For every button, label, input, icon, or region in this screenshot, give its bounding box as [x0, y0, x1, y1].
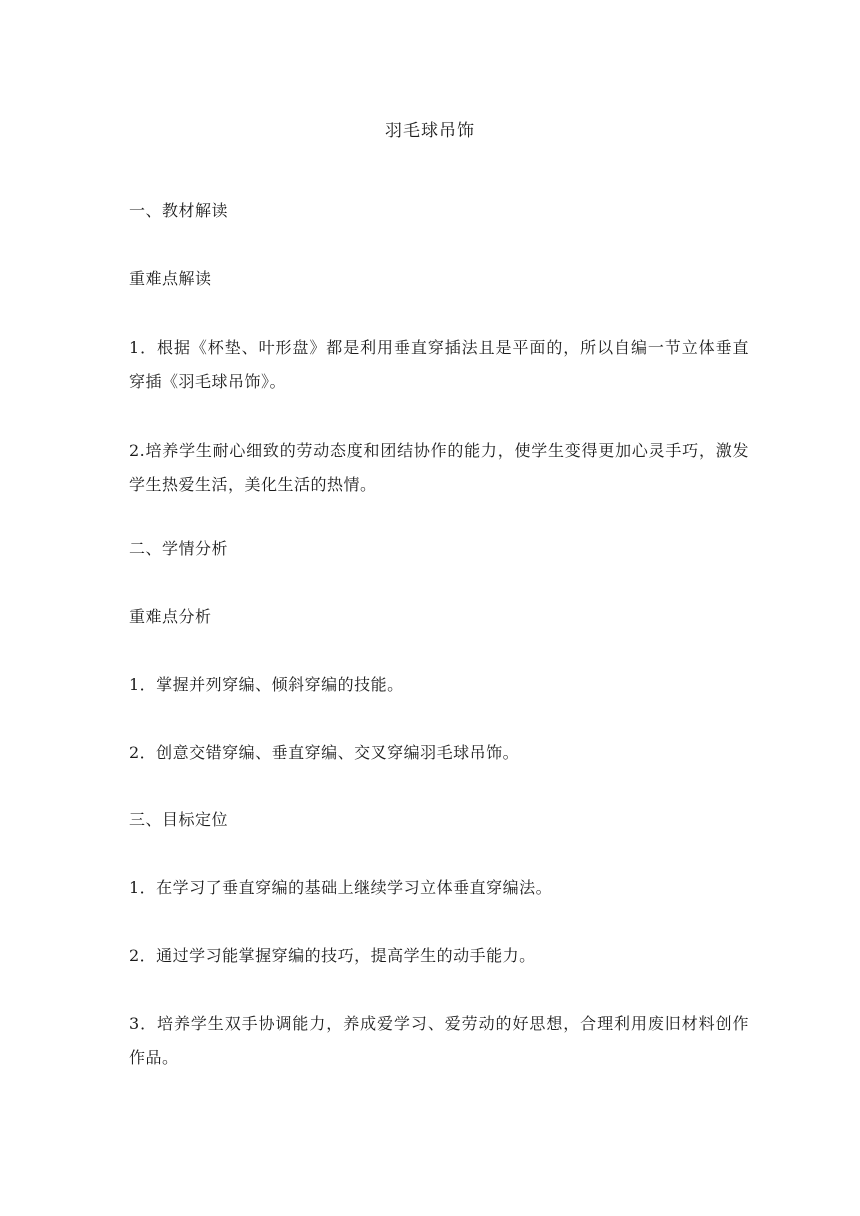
section-heading-1: 一、教材解读 — [129, 201, 229, 220]
document-title: 羽毛球吊饰 — [385, 121, 475, 141]
paragraph-1-1: 1．根据《杯垫、叶形盘》都是利用垂直穿插法且是平面的，所以自编一节立体垂直穿插《羽毛球吊饰》。 — [129, 338, 749, 391]
section-heading-2: 二、学情分析 — [129, 539, 229, 558]
section-subheading-1: 重难点解读 — [129, 269, 212, 288]
paragraph-3-1: 1．在学习了垂直穿编的基础上继续学习立体垂直穿编法。 — [129, 878, 553, 897]
paragraph-3-2: 2．通过学习能掌握穿编的技巧，提高学生的动手能力。 — [129, 946, 536, 965]
section-heading-3: 三、目标定位 — [129, 810, 229, 829]
paragraph-1-2: 2.培养学生耐心细致的劳动态度和团结协作的能力，使学生变得更加心灵手巧，激发学生热爱生活，美化生活的热情。 — [129, 441, 749, 494]
paragraph-2-2: 2．创意交错穿编、垂直穿编、交叉穿编羽毛球吊饰。 — [129, 743, 520, 762]
paragraph-2-1: 1．掌握并列穿编、倾斜穿编的技能。 — [129, 675, 404, 694]
paragraph-3-3: 3．培养学生双手协调能力，养成爱学习、爱劳动的好思想，合理利用废旧材料创作作品。 — [129, 1014, 749, 1067]
section-subheading-2: 重难点分析 — [129, 607, 212, 626]
